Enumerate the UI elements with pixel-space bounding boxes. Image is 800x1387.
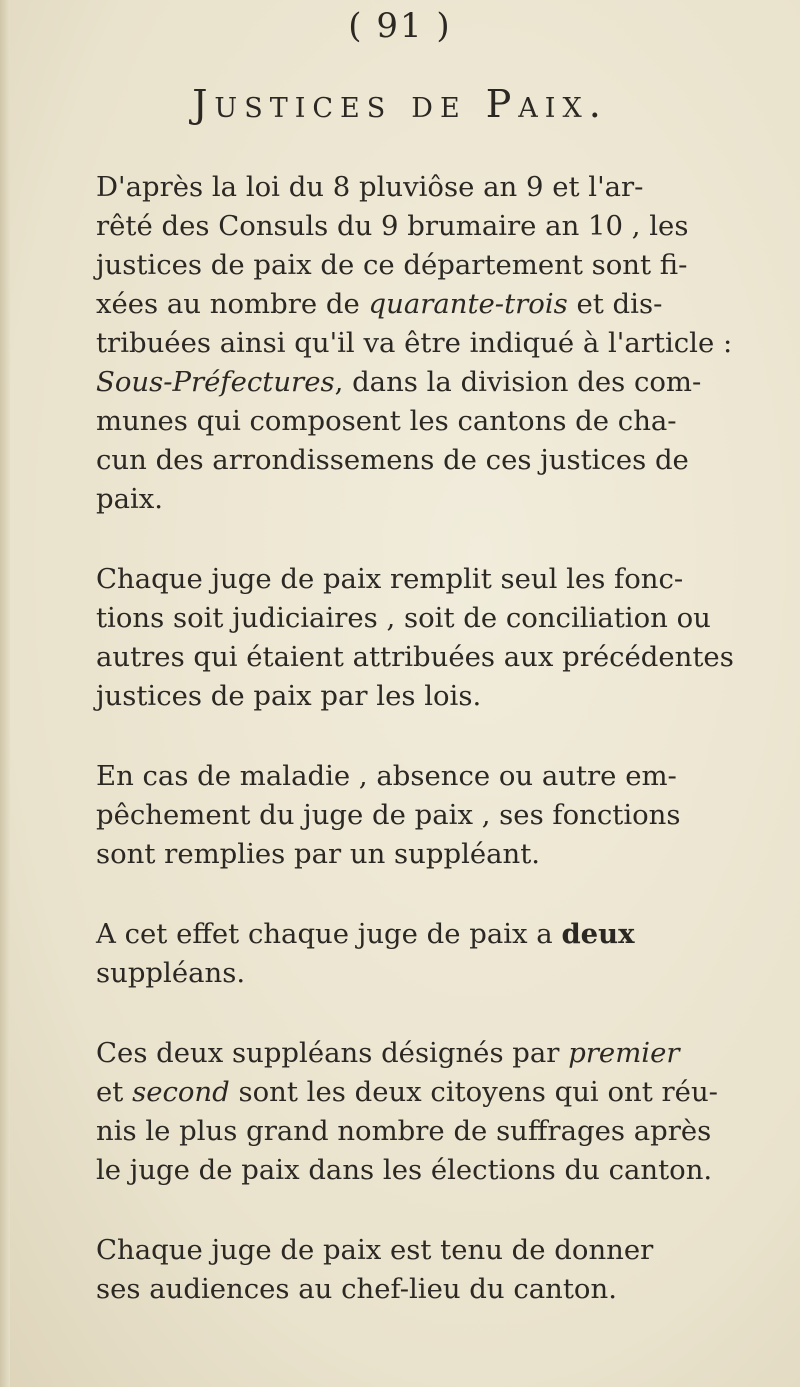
text-line: tribuées ainsi qu'il va être indiqué à l'article : xyxy=(96,327,733,359)
text-line: Chaque juge de paix est tenu de donner xyxy=(96,1234,654,1266)
text-line: paix. xyxy=(96,483,164,515)
paragraph-audiences xyxy=(62,1231,768,1309)
text-fragment: , dans la division des com- xyxy=(334,366,702,398)
text-line: ses audiences au chef-lieu du canton. xyxy=(96,1273,617,1305)
italic-word: premier xyxy=(568,1037,680,1069)
text-line: le juge de paix dans les élections du canton. xyxy=(96,1154,713,1186)
text-fragment: Ces deux suppléans désignés par xyxy=(96,1037,569,1069)
text-line: cun des arrondissemens de ces justices de xyxy=(96,444,689,476)
text-line xyxy=(62,915,768,954)
text-line xyxy=(62,363,768,402)
text-line xyxy=(62,1073,768,1112)
text-line: nis le plus grand nombre de suffrages après xyxy=(96,1115,712,1147)
text-line: suppléans. xyxy=(96,957,246,989)
text-line xyxy=(62,285,768,324)
text-line: D'après la loi du 8 pluviôse an 9 et l'ar- xyxy=(96,171,644,203)
text-fragment: et dis- xyxy=(567,288,663,320)
text-line xyxy=(62,1034,768,1073)
text-fragment: xées au nombre de xyxy=(96,288,369,320)
text-line: sont remplies par un suppléant. xyxy=(96,838,541,870)
text-line: Chaque juge de paix remplit seul les fonc- xyxy=(96,563,684,595)
bold-word: deux xyxy=(561,918,635,950)
text-fragment: sont les deux citoyens qui ont réu- xyxy=(229,1076,718,1108)
text-fragment: A cet effet chaque juge de paix a xyxy=(96,918,562,950)
text-line: autres qui étaient attribuées aux précédentes xyxy=(96,641,734,673)
text-line: munes qui composent les cantons de cha- xyxy=(96,405,677,437)
text-line: En cas de maladie , absence ou autre em- xyxy=(96,760,677,792)
page-gutter xyxy=(0,0,10,1387)
section-heading: Justices de Paix. xyxy=(192,82,608,126)
paragraph-substitution xyxy=(62,757,768,874)
paragraph-law-reference xyxy=(62,168,768,519)
text-line: rêté des Consuls du 9 brumaire an 10 , les xyxy=(96,210,689,242)
page-body xyxy=(62,168,768,1350)
text-line: justices de paix de ce département sont fi- xyxy=(96,249,688,281)
text-line: justices de paix par les lois. xyxy=(96,680,482,712)
page-number: ( 91 ) xyxy=(348,6,452,46)
paragraph-two-substitutes xyxy=(62,915,768,993)
italic-word: second xyxy=(132,1076,230,1108)
text-line: tions soit judiciaires , soit de conciliation ou xyxy=(96,602,711,634)
italic-number: quarante-trois xyxy=(368,288,568,320)
paragraph-functions xyxy=(62,560,768,716)
paragraph-designation xyxy=(62,1034,768,1190)
italic-article-title: Sous-Préfectures xyxy=(96,366,335,398)
text-fragment: et xyxy=(96,1076,133,1108)
text-line: pêchement du juge de paix , ses fonctions xyxy=(96,799,681,831)
